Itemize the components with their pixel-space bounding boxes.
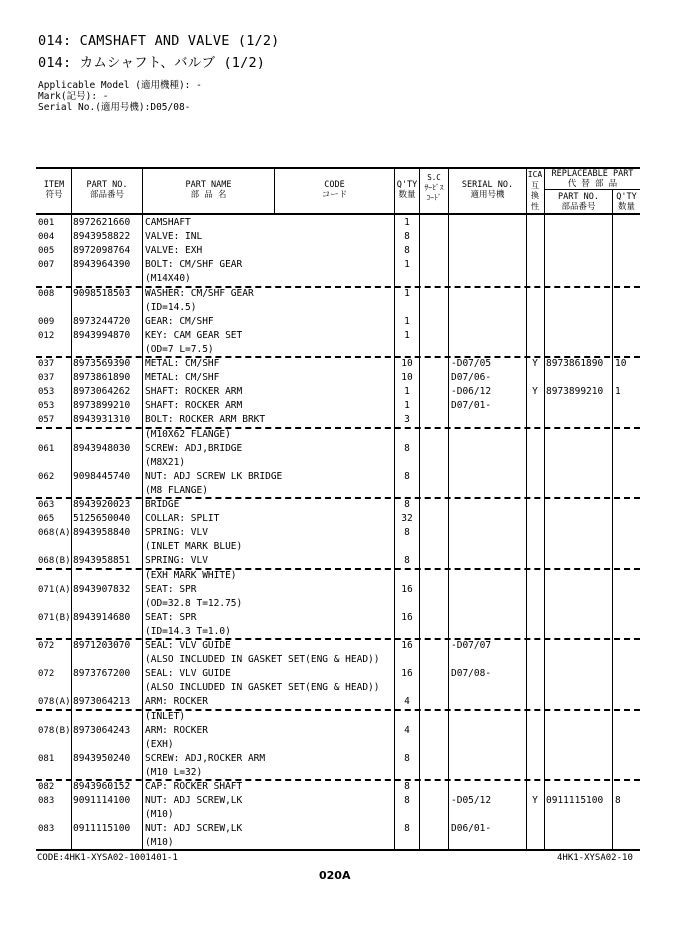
cell-qty: 8 — [404, 231, 410, 243]
cell-name: BOLT: ROCKER ARM BRKT — [145, 414, 266, 426]
cell-part-no: 9091114100 — [73, 795, 131, 807]
cell-item: 001 — [38, 218, 55, 228]
cell-serial: -D07/07 — [451, 640, 492, 651]
cell-item: 005 — [38, 246, 55, 257]
cell-name: (M14X40) — [145, 273, 191, 285]
cell-part-no: 8971203070 — [73, 640, 131, 651]
cell-part-no: 8973064213 — [73, 696, 131, 708]
cell-name: METAL: CM/SHF — [145, 358, 220, 369]
footer-code: CODE:4HK1-XYSA02-1001401-1 — [37, 853, 178, 863]
cell-name: SCREW: ADJ,ROCKER ARM — [145, 752, 266, 764]
cell-part-no: 8973064243 — [73, 724, 131, 736]
cell-qty: 1 — [404, 386, 410, 398]
col-item-en: ITEM — [43, 180, 65, 190]
footer-right-code: 4HK1-XYSA02-10 — [557, 853, 633, 863]
cell-qty: 32 — [401, 513, 413, 525]
cell-name: METAL: CM/SHF — [145, 372, 220, 384]
cell-part-no: 8943948030 — [73, 442, 131, 454]
cell-name: (EXH) — [145, 738, 174, 750]
cell-part-no: 8943958851 — [73, 555, 131, 567]
cell-rpart: 8973861890 — [546, 358, 604, 369]
col-ica-1: ICA — [527, 170, 543, 179]
col-partname-jp: 部 品 名 — [190, 190, 227, 200]
cell-name: (EXH MARK WHITE) — [145, 569, 237, 581]
cell-part-no: 8973861890 — [73, 372, 131, 384]
cell-qty: 1 — [404, 217, 410, 228]
col-item-jp: 符号 — [45, 190, 63, 200]
cell-qty: 8 — [404, 499, 410, 510]
cell-item: 037 — [38, 373, 55, 384]
cell-item: 083 — [38, 824, 55, 835]
cell-item: 062 — [38, 471, 55, 482]
cell-name: SEAT: SPR — [145, 583, 197, 595]
col-ica-4: 性 — [531, 201, 539, 211]
cell-part-no: 8973064262 — [73, 386, 131, 398]
cell-qty: 8 — [404, 752, 410, 764]
cell-part-no: 8943958840 — [73, 527, 131, 539]
cell-qty: 16 — [401, 640, 413, 651]
cell-ica: Y — [532, 795, 538, 807]
cell-part-no: 0911115100 — [73, 823, 131, 835]
cell-part-no: 8943907832 — [73, 583, 131, 595]
cell-qty: 8 — [404, 470, 410, 482]
cell-name: SHAFT: ROCKER ARM — [145, 386, 243, 398]
title-english: 014: CAMSHAFT AND VALVE (1/2) — [38, 33, 280, 49]
col-ica-2: 互 — [531, 180, 539, 190]
col-divider — [71, 169, 72, 849]
col-divider — [544, 169, 545, 849]
cell-part-no: 9098445740 — [73, 470, 131, 482]
cell-serial: -D06/12 — [451, 386, 492, 398]
cell-name: (M8 FLANGE) — [145, 484, 208, 496]
cell-item: 004 — [38, 232, 55, 243]
cell-name: (M10X62 FLANGE) — [145, 428, 231, 440]
cell-name: BRIDGE — [145, 499, 180, 510]
cell-rqty: 10 — [615, 358, 627, 369]
cell-name: (OD=7 L=7.5) — [145, 343, 214, 355]
cell-name: CAMSHAFT — [145, 217, 191, 228]
cell-part-no: 8973899210 — [73, 400, 131, 412]
cell-ica: Y — [532, 386, 538, 398]
cell-item: 008 — [38, 288, 55, 299]
col-partno-jp: 部品番号 — [89, 190, 124, 200]
cell-item: 057 — [38, 415, 55, 426]
cell-name: GEAR: CM/SHF — [145, 315, 214, 327]
cell-item: 061 — [38, 443, 55, 454]
cell-item: 071(B) — [38, 612, 71, 623]
cell-name: ARM: ROCKER — [145, 724, 208, 736]
cell-part-no: 9098518503 — [73, 287, 131, 299]
cell-name: SHAFT: ROCKER ARM — [145, 400, 243, 412]
cell-qty: 1 — [404, 329, 410, 341]
cell-part-no: 8973569390 — [73, 358, 131, 369]
col-divider — [612, 190, 613, 849]
cell-serial: -D05/12 — [451, 795, 492, 807]
cell-qty: 8 — [404, 527, 410, 539]
cell-serial: D06/01- — [451, 823, 492, 835]
cell-item: 063 — [38, 500, 55, 510]
cell-item: 083 — [38, 796, 55, 807]
col-sc-3: ｺｰﾄﾞ — [426, 193, 442, 202]
cell-part-no: 8943994870 — [73, 329, 131, 341]
cell-name: SPRING: VLV — [145, 555, 208, 567]
cell-qty: 4 — [404, 724, 410, 736]
col-repl-qty-en: Q'TY — [616, 192, 637, 202]
cell-name: (M10) — [145, 837, 174, 849]
cell-name: (INLET) — [145, 710, 186, 722]
cell-item: 078(A) — [38, 697, 71, 708]
cell-name: (ID=14.3 T=1.0) — [145, 625, 231, 637]
cell-qty: 8 — [404, 555, 410, 567]
cell-rqty: 1 — [615, 386, 621, 398]
cell-name: ARM: ROCKER — [145, 696, 208, 708]
cell-name: (ALSO INCLUDED IN GASKET SET(ENG & HEAD)) — [145, 654, 380, 666]
col-ica-3: 換 — [531, 191, 539, 200]
header-bottom-rule — [36, 213, 640, 215]
cell-item: 068(A) — [38, 528, 71, 539]
cell-part-no: 8943960152 — [73, 781, 131, 792]
cell-ica: Y — [532, 358, 538, 369]
cell-name: (ALSO INCLUDED IN GASKET SET(ENG & HEAD)) — [145, 682, 380, 694]
cell-item: 072 — [38, 641, 55, 651]
cell-name: COLLAR: SPLIT — [145, 513, 220, 525]
cell-qty: 1 — [404, 259, 410, 271]
cell-item: 081 — [38, 753, 55, 764]
col-divider — [448, 169, 449, 849]
cell-name: CAP: ROCKER SHAFT — [145, 781, 243, 792]
cell-name: BOLT: CM/SHF GEAR — [145, 259, 243, 271]
cell-item: 078(B) — [38, 725, 71, 736]
cell-qty: 1 — [404, 287, 410, 299]
title-japanese: 014: カムシャフト、バルブ (1/2) — [38, 55, 266, 71]
col-partno-en: PART NO. — [86, 180, 128, 190]
cell-part-no: 5125650040 — [73, 513, 131, 525]
cell-part-no: 8943964390 — [73, 259, 131, 271]
cell-qty: 1 — [404, 315, 410, 327]
cell-qty: 8 — [404, 442, 410, 454]
cell-serial: D07/08- — [451, 668, 492, 680]
col-partname-en: PART NAME — [185, 180, 232, 190]
cell-part-no: 8973767200 — [73, 668, 131, 680]
col-sc-1: S.C — [427, 173, 441, 182]
cell-name: (M8X21) — [145, 456, 186, 468]
col-repl-partno-jp: 部品番号 — [561, 202, 596, 212]
cell-rqty: 8 — [615, 795, 621, 807]
cell-qty: 10 — [401, 358, 413, 369]
col-repl-partno-en: PART NO. — [558, 192, 599, 202]
repl-sub-rule — [544, 189, 640, 190]
cell-part-no: 8973244720 — [73, 315, 131, 327]
col-divider — [142, 169, 143, 849]
col-code-jp: コード — [321, 190, 348, 200]
serial-number: Serial No.(適用号機):D05/08- — [38, 102, 191, 113]
cell-name: SCREW: ADJ,BRIDGE — [145, 442, 243, 454]
page-number: 020A — [319, 869, 351, 882]
cell-name: VALVE: EXH — [145, 245, 203, 257]
cell-qty: 8 — [404, 245, 410, 257]
cell-name: (INLET MARK BLUE) — [145, 541, 243, 553]
cell-qty: 16 — [401, 611, 413, 623]
cell-name: WASHER: CM/SHF GEAR — [145, 287, 254, 299]
cell-rpart: 0911115100 — [546, 795, 604, 807]
cell-part-no: 8943950240 — [73, 752, 131, 764]
cell-qty: 1 — [404, 400, 410, 412]
cell-serial: D07/01- — [451, 400, 492, 412]
cell-name: (OD=32.8 T=12.75) — [145, 597, 243, 609]
applicable-model: Applicable Model (適用機種): - — [38, 80, 202, 91]
cell-part-no: 8943914680 — [73, 611, 131, 623]
cell-item: 009 — [38, 316, 55, 327]
cell-name: (M10 L=32) — [145, 766, 203, 778]
cell-item: 007 — [38, 260, 55, 271]
cell-part-no: 8972621660 — [73, 217, 131, 228]
cell-name: (ID=14.5) — [145, 301, 197, 313]
cell-part-no: 8943958822 — [73, 231, 131, 243]
cell-name: SEAL: VLV GUIDE — [145, 668, 231, 680]
col-serial-jp: 適用号機 — [470, 190, 505, 200]
cell-part-no: 8943931310 — [73, 414, 131, 426]
col-repl-qty-jp: 数量 — [617, 202, 635, 212]
cell-qty: 8 — [404, 823, 410, 835]
cell-part-no: 8972098764 — [73, 245, 131, 257]
mark: Mark(記号): - — [38, 91, 109, 102]
cell-rpart: 8973899210 — [546, 386, 604, 398]
cell-serial: D07/06- — [451, 372, 492, 384]
cell-qty: 16 — [401, 583, 413, 595]
cell-qty: 8 — [404, 781, 410, 792]
col-repl-jp: 代 替 部 品 — [567, 179, 618, 189]
cell-name: NUT: ADJ SCREW,LK — [145, 795, 243, 807]
cell-name: VALVE: INL — [145, 231, 203, 243]
cell-name: KEY: CAM GEAR SET — [145, 329, 243, 341]
col-qty-en: Q'TY — [396, 180, 418, 190]
cell-part-no: 8943920023 — [73, 499, 131, 510]
cell-item: 012 — [38, 330, 55, 341]
cell-serial: -D07/05 — [451, 358, 492, 369]
cell-item: 053 — [38, 387, 55, 398]
cell-name: SPRING: VLV — [145, 527, 208, 539]
col-divider — [526, 169, 527, 849]
cell-item: 082 — [38, 782, 55, 792]
cell-item: 071(A) — [38, 584, 71, 595]
cell-qty: 10 — [401, 372, 413, 384]
cell-item: 072 — [38, 669, 55, 680]
cell-name: (M10) — [145, 809, 174, 821]
cell-qty: 4 — [404, 696, 410, 708]
col-qty-jp: 数量 — [398, 190, 416, 200]
cell-name: SEAT: SPR — [145, 611, 197, 623]
cell-item: 065 — [38, 514, 55, 525]
col-code-en: CODE — [324, 180, 345, 190]
cell-name: SEAL: VLV GUIDE — [145, 640, 231, 651]
cell-qty: 3 — [404, 414, 410, 426]
cell-item: 068(B) — [38, 556, 71, 567]
col-repl-en: REPLACEABLE PART — [551, 169, 634, 179]
cell-qty: 16 — [401, 668, 413, 680]
col-sc-2: ｻｰﾋﾞｽ — [424, 183, 444, 192]
cell-item: 053 — [38, 401, 55, 412]
cell-item: 037 — [38, 359, 55, 369]
cell-name: NUT: ADJ SCREW LK BRIDGE — [145, 470, 283, 482]
cell-name: NUT: ADJ SCREW,LK — [145, 823, 243, 835]
cell-qty: 8 — [404, 795, 410, 807]
col-serial-en: SERIAL NO. — [461, 180, 514, 190]
